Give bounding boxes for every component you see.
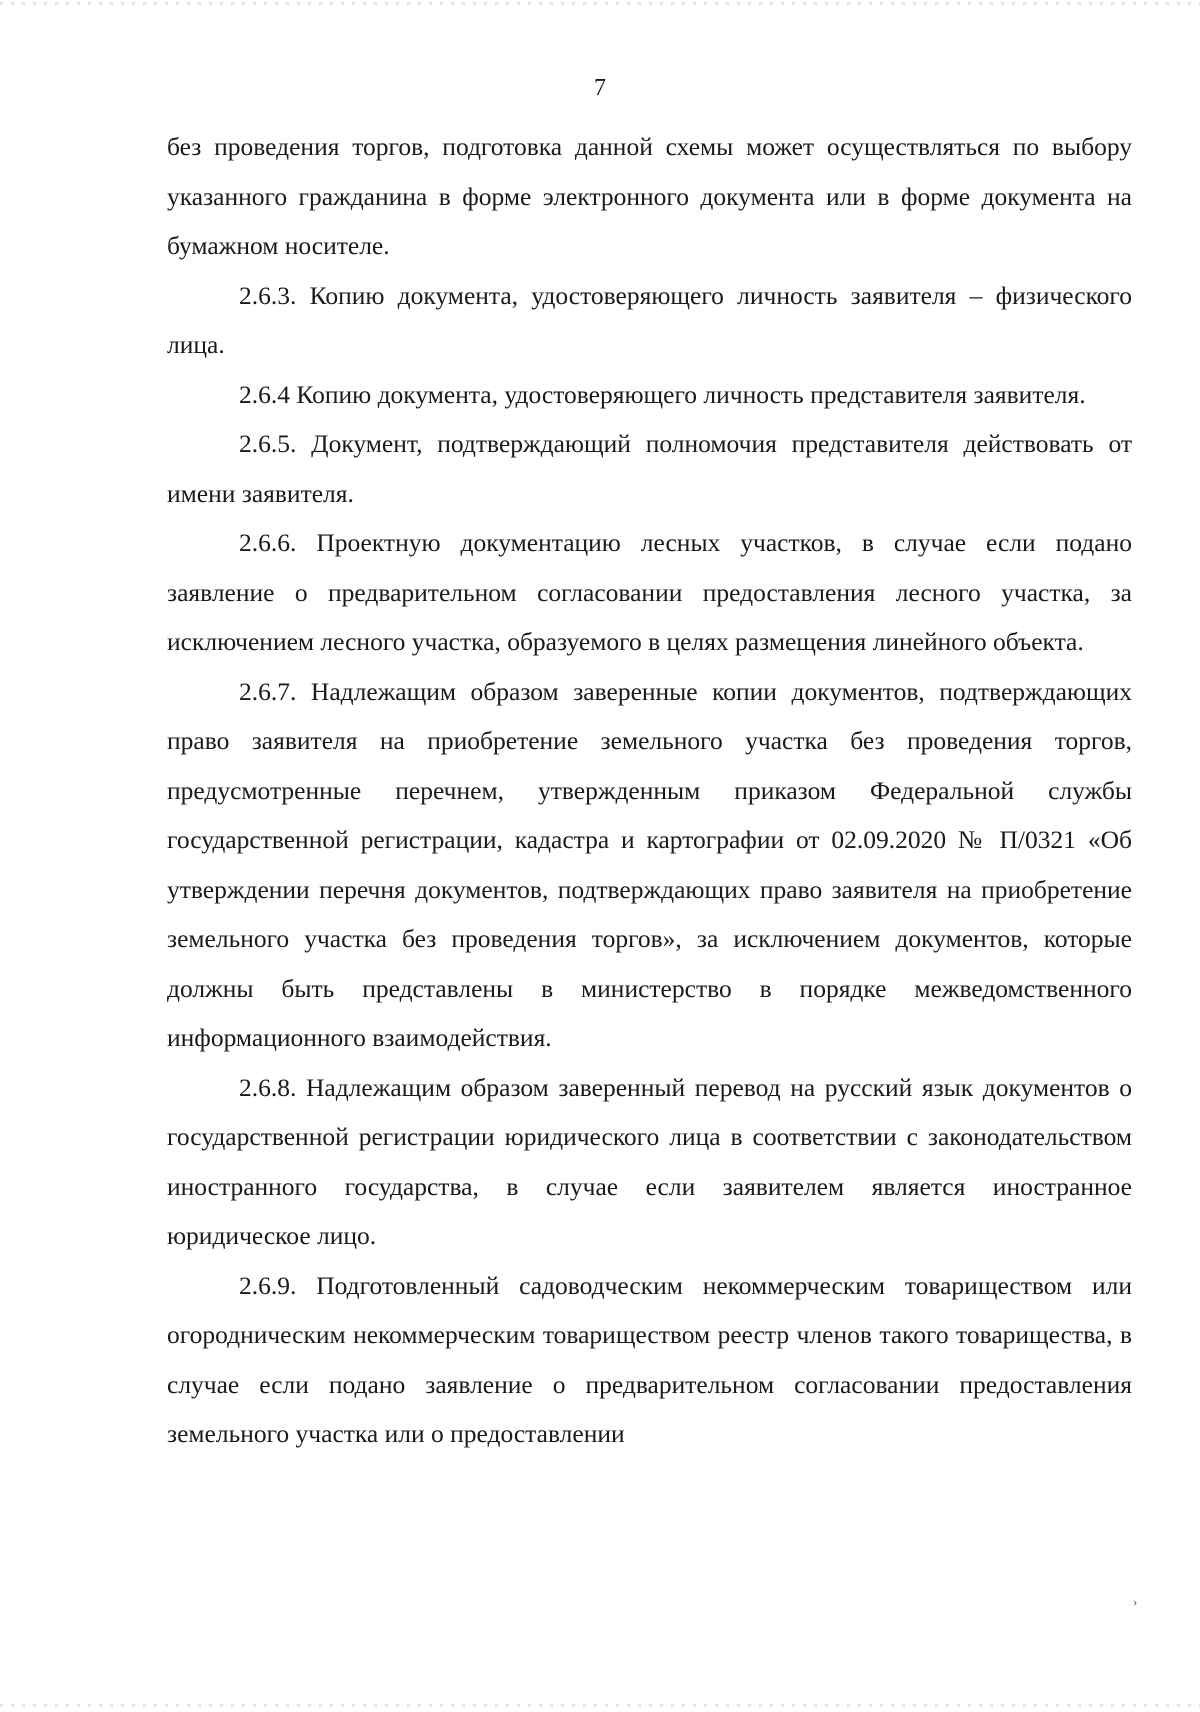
paragraph-2-6-3: 2.6.3. Копию документа, удостоверяющего личность заявителя – физического лица. bbox=[167, 280, 1132, 359]
scan-edge-top bbox=[0, 2, 1200, 5]
paragraph-2-6-8: 2.6.8. Надлежащим образом заверенный перевод на русский язык документов о государственной регистрации юридического лица в соответствии с законодательством иностранного государства, в случае если заявителем является иностранное юридическое лицо. bbox=[167, 1072, 1132, 1250]
paragraph-2-6-4: 2.6.4 Копию документа, удостоверяющего личность представителя заявителя. bbox=[239, 379, 1086, 409]
paragraph-2-6-5: 2.6.5. Документ, подтверждающий полномочия представителя действовать от имени заявителя. bbox=[167, 429, 1132, 508]
paragraph-continuation: без проведения торгов, подготовка данной схемы может осуществляться по выбору указанного гражданина в форме электронного документа или в форме документа на бумажном носителе. bbox=[167, 132, 1132, 260]
paragraph-2-6-6: 2.6.6. Проектную документацию лесных участков, в случае если подано заявление о предварительном согласовании предоставления лесного участка, за исключением лесного участка, образуемого в целях размещения линейного объекта. bbox=[167, 528, 1132, 656]
paragraph-2-6-7: 2.6.7. Надлежащим образом заверенные копии документов, подтверждающих право заявителя на приобретение земельного участка без проведения торгов, предусмотренные перечнем, утвержденным приказом Федеральной службы государственной регистрации, кадастра и картографии от 02.09.2020 № П/0321 «Об утверждении перечня документов, подтверждающих право заявителя на приобретение земельного участка без проведения торгов», за исключением документов, которые должны быть представлены в министерство в порядке межведомственного информационного взаимодействия. bbox=[167, 676, 1132, 1052]
scan-edge-bottom bbox=[0, 1704, 1200, 1707]
scan-speck: › bbox=[1133, 1594, 1138, 1609]
page-number: 7 bbox=[594, 75, 606, 101]
body-text bbox=[167, 122, 1132, 1459]
paragraph-2-6-9: 2.6.9. Подготовленный садоводческим некоммерческим товариществом или огородническим некоммерческим товариществом реестр членов такого товарищества, в случае если подано заявление о предварительном согласовании предоставления земельного участка или о предоставлении bbox=[167, 1270, 1132, 1448]
